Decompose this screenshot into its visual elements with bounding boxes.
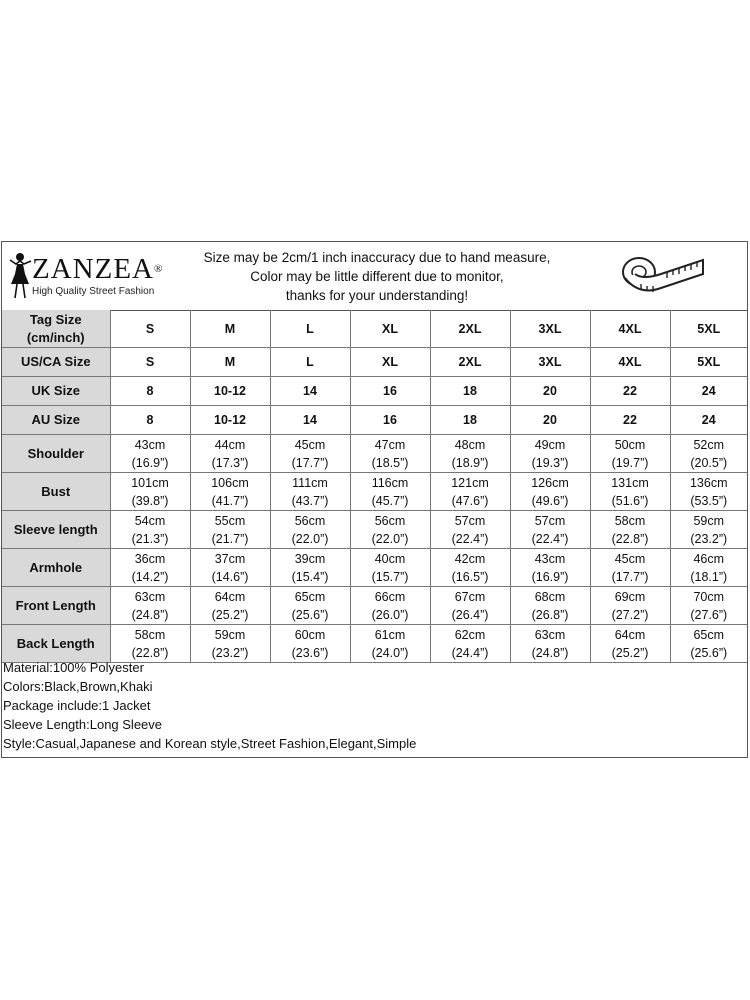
cell-value: 8 — [146, 413, 154, 427]
table-cell — [350, 310, 430, 348]
cell-value: 18 — [463, 413, 477, 427]
row-label — [2, 435, 110, 473]
table-cell — [670, 473, 747, 511]
detail-package: Package include:1 Jacket — [3, 698, 151, 713]
row-label-line: Tag Size — [29, 311, 82, 327]
cell-value: XL — [382, 355, 398, 369]
cell-value: 46cm — [693, 551, 725, 566]
cell-value: 101cm — [131, 475, 169, 490]
cell-value-inch: (47.6”) — [451, 493, 489, 508]
table-cell — [590, 549, 670, 587]
brand-logo — [6, 248, 164, 306]
row-label-line: AU Size — [31, 412, 80, 427]
cell-value: M — [224, 355, 236, 369]
detail-material: Material:100% Polyester — [3, 660, 144, 675]
cell-value: 10-12 — [214, 413, 246, 427]
cell-value: 40cm — [374, 551, 406, 566]
row-label-line: UK Size — [31, 383, 80, 398]
cell-value: M — [224, 321, 236, 336]
cell-value-inch: (22.0”) — [371, 531, 409, 546]
table-cell — [190, 377, 270, 406]
table-cell — [270, 435, 350, 473]
row-label — [2, 377, 110, 406]
table-cell — [430, 625, 510, 663]
cell-value: L — [306, 321, 314, 336]
table-cell — [670, 310, 747, 348]
table-cell — [670, 511, 747, 549]
cell-value: 24 — [701, 384, 716, 398]
detail-sleeve-length: Sleeve Length:Long Sleeve — [3, 717, 163, 732]
cell-value-inch: (51.6”) — [611, 493, 649, 508]
cell-value: 59cm — [214, 627, 246, 642]
cell-value: 60cm — [294, 627, 326, 642]
table-cell — [670, 587, 747, 625]
cell-value-inch: (24.8”) — [531, 645, 569, 660]
table-cell — [190, 625, 270, 663]
table-cell — [110, 587, 190, 625]
table-cell — [190, 549, 270, 587]
cell-value: 14 — [303, 384, 317, 398]
table-cell — [430, 511, 510, 549]
cell-value: 48cm — [454, 437, 486, 452]
cell-value: 61cm — [374, 627, 406, 642]
cell-value-inch: (15.4”) — [291, 569, 329, 584]
cell-value-inch: (14.2”) — [131, 569, 169, 584]
row-label-line: Sleeve length — [13, 521, 98, 537]
cell-value: 2XL — [458, 355, 482, 369]
cell-value-inch: (17.7”) — [611, 569, 649, 584]
table-cell — [590, 473, 670, 511]
detail-colors: Colors:Black,Brown,Khaki — [3, 679, 153, 694]
cell-value: 3XL — [538, 355, 562, 369]
table-cell — [110, 310, 190, 348]
cell-value-inch: (25.2”) — [211, 607, 249, 622]
cell-value: 24 — [701, 413, 716, 427]
notice-line: thanks for your understanding! — [285, 288, 469, 303]
table-cell — [510, 406, 590, 435]
cell-value-inch: (24.8”) — [131, 607, 169, 622]
cell-value-inch: (16.5”) — [451, 569, 489, 584]
table-cell — [670, 377, 747, 406]
table-cell — [430, 310, 510, 348]
table-cell — [590, 435, 670, 473]
cell-value: 65cm — [693, 627, 725, 642]
row-label — [2, 549, 110, 587]
table-cell — [190, 435, 270, 473]
table-cell — [110, 549, 190, 587]
cell-value: 106cm — [211, 475, 249, 490]
cell-value: 59cm — [693, 513, 725, 528]
cell-value: 10-12 — [214, 384, 246, 398]
table-cell — [670, 625, 747, 663]
cell-value: 4XL — [618, 355, 642, 369]
cell-value: 37cm — [214, 551, 246, 566]
row-label-line: Shoulder — [27, 445, 84, 461]
table-cell — [670, 348, 747, 377]
cell-value-inch: (41.7”) — [211, 493, 249, 508]
cell-value: 22 — [623, 413, 637, 427]
cell-value: 47cm — [374, 437, 406, 452]
notice-line: Size may be 2cm/1 inch inaccuracy due to hand measure, — [203, 250, 551, 265]
table-row — [2, 549, 747, 587]
cell-value-inch: (45.7”) — [371, 493, 409, 508]
cell-value-inch: (24.4”) — [451, 645, 489, 660]
cell-value-inch: (18.1”) — [690, 569, 728, 584]
cell-value: 49cm — [534, 437, 566, 452]
cell-value-inch: (17.7”) — [291, 455, 329, 470]
cell-value: 65cm — [294, 589, 326, 604]
table-cell — [350, 377, 430, 406]
cell-value: 20 — [543, 384, 557, 398]
table-row — [2, 587, 747, 625]
table-cell — [670, 406, 747, 435]
cell-value: 16 — [383, 413, 397, 427]
cell-value-inch: (27.6”) — [690, 607, 728, 622]
cell-value: 36cm — [134, 551, 166, 566]
cell-value: 64cm — [614, 627, 646, 642]
cell-value-inch: (16.9”) — [131, 455, 169, 470]
row-label — [2, 310, 110, 348]
measurement-notice — [182, 248, 572, 305]
cell-value: 55cm — [214, 513, 246, 528]
cell-value: 5XL — [697, 321, 721, 336]
cell-value-inch: (26.0”) — [371, 607, 409, 622]
table-cell — [510, 377, 590, 406]
table-cell — [190, 587, 270, 625]
cell-value: 116cm — [371, 475, 409, 490]
table-cell — [430, 587, 510, 625]
cell-value: 131cm — [611, 475, 649, 490]
row-label-line: Bust — [41, 483, 71, 499]
table-cell — [590, 511, 670, 549]
table-cell — [590, 587, 670, 625]
table-cell — [270, 406, 350, 435]
cell-value: 62cm — [454, 627, 486, 642]
table-cell — [590, 625, 670, 663]
cell-value-inch: (23.6”) — [291, 645, 329, 660]
table-cell — [590, 348, 670, 377]
cell-value: 136cm — [689, 475, 728, 490]
table-cell — [350, 549, 430, 587]
cell-value-inch: (25.6”) — [291, 607, 329, 622]
cell-value-inch: (25.6”) — [690, 645, 728, 660]
table-cell — [270, 348, 350, 377]
table-cell — [590, 377, 670, 406]
table-row — [2, 625, 747, 663]
table-cell — [670, 435, 747, 473]
cell-value-inch: (18.9”) — [451, 455, 489, 470]
cell-value: 5XL — [697, 355, 721, 369]
cell-value: L — [306, 355, 314, 369]
cell-value: 44cm — [214, 437, 246, 452]
row-label — [2, 348, 110, 377]
cell-value-inch: (22.8”) — [131, 645, 169, 660]
cell-value-inch: (39.8”) — [131, 493, 169, 508]
cell-value-inch: (22.0”) — [291, 531, 329, 546]
table-cell — [350, 406, 430, 435]
cell-value-inch: (15.7”) — [371, 569, 409, 584]
table-cell — [510, 625, 590, 663]
row-label-line: (cm/inch) — [26, 329, 85, 345]
table-cell — [590, 406, 670, 435]
table-cell — [510, 549, 590, 587]
table-row — [2, 348, 747, 377]
cell-value-inch: (20.5”) — [690, 455, 728, 470]
measuring-tape-icon — [617, 248, 707, 304]
cell-value: 69cm — [614, 589, 646, 604]
cell-value: 64cm — [214, 589, 246, 604]
cell-value: 16 — [383, 384, 397, 398]
cell-value: 57cm — [534, 513, 566, 528]
notice-line: Color may be little different due to monitor, — [250, 269, 504, 284]
cell-value: S — [145, 355, 155, 369]
cell-value-inch: (27.2”) — [611, 607, 649, 622]
cell-value-inch: (53.5”) — [690, 493, 728, 508]
cell-value: 58cm — [614, 513, 646, 528]
table-row — [2, 511, 747, 549]
table-cell — [350, 473, 430, 511]
cell-value: 8 — [146, 384, 154, 398]
table-cell — [190, 310, 270, 348]
table-cell — [190, 406, 270, 435]
row-label-line: Back Length — [16, 635, 95, 651]
cell-value-inch: (17.3”) — [211, 455, 249, 470]
cell-value: 43cm — [534, 551, 566, 566]
cell-value-inch: (43.7”) — [291, 493, 329, 508]
table-cell — [430, 435, 510, 473]
cell-value: 126cm — [531, 475, 569, 490]
cell-value-inch: (26.8”) — [531, 607, 569, 622]
cell-value: S — [145, 321, 155, 336]
cell-value: 54cm — [134, 513, 166, 528]
table-cell — [670, 549, 747, 587]
table-cell — [270, 310, 350, 348]
cell-value: 43cm — [134, 437, 166, 452]
table-cell — [350, 511, 430, 549]
table-cell — [270, 549, 350, 587]
cell-value-inch: (22.4”) — [531, 531, 569, 546]
cell-value: 20 — [543, 413, 557, 427]
table-cell — [430, 377, 510, 406]
cell-value-inch: (19.7”) — [611, 455, 649, 470]
cell-value: 39cm — [294, 551, 326, 566]
cell-value: 3XL — [538, 321, 562, 336]
table-row — [2, 435, 747, 473]
table-cell — [110, 511, 190, 549]
cell-value: 56cm — [374, 513, 406, 528]
table-cell — [270, 511, 350, 549]
brand-name: ZANZEA® — [32, 253, 164, 285]
table-row — [2, 473, 747, 511]
row-label — [2, 473, 110, 511]
row-label — [2, 587, 110, 625]
cell-value: 4XL — [618, 321, 642, 336]
cell-value: 66cm — [374, 589, 406, 604]
table-cell — [110, 406, 190, 435]
table-cell — [110, 473, 190, 511]
cell-value: 2XL — [458, 321, 482, 336]
cell-value-inch: (21.3”) — [131, 531, 169, 546]
table-cell — [270, 587, 350, 625]
cell-value: 45cm — [614, 551, 646, 566]
cell-value: 45cm — [294, 437, 326, 452]
table-cell — [350, 625, 430, 663]
table-cell — [190, 511, 270, 549]
table-cell — [110, 348, 190, 377]
cell-value-inch: (24.0”) — [371, 645, 409, 660]
table-cell — [190, 473, 270, 511]
product-details — [3, 658, 416, 753]
cell-value-inch: (22.4”) — [451, 531, 489, 546]
cell-value-inch: (23.2”) — [211, 645, 249, 660]
table-cell — [590, 310, 670, 348]
table-cell — [510, 435, 590, 473]
cell-value: 70cm — [693, 589, 725, 604]
cell-value: 56cm — [294, 513, 326, 528]
table-cell — [510, 310, 590, 348]
cell-value-inch: (16.9”) — [531, 569, 569, 584]
row-label — [2, 511, 110, 549]
row-label-line: Front Length — [15, 597, 96, 613]
fashion-woman-icon — [6, 250, 34, 300]
table-row — [2, 406, 747, 435]
table-cell — [270, 625, 350, 663]
table-cell — [430, 406, 510, 435]
table-cell — [110, 435, 190, 473]
cell-value: 111cm — [292, 475, 328, 490]
row-label — [2, 406, 110, 435]
chart-header — [2, 242, 747, 311]
table-row — [2, 377, 747, 406]
cell-value: 67cm — [454, 589, 486, 604]
table-cell — [270, 473, 350, 511]
cell-value: 68cm — [534, 589, 566, 604]
cell-value: 63cm — [134, 589, 166, 604]
cell-value: 22 — [623, 384, 637, 398]
table-cell — [430, 549, 510, 587]
cell-value: 42cm — [454, 551, 486, 566]
cell-value-inch: (22.8”) — [611, 531, 649, 546]
cell-value: 121cm — [451, 475, 489, 490]
cell-value-inch: (18.5”) — [371, 455, 409, 470]
detail-style: Style:Casual,Japanese and Korean style,Street Fashion,Elegant,Simple — [3, 736, 417, 751]
brand-tagline: High Quality Street Fashion — [32, 286, 155, 297]
cell-value: XL — [382, 321, 398, 336]
table-cell — [350, 435, 430, 473]
cell-value: 63cm — [534, 627, 566, 642]
table-cell — [190, 348, 270, 377]
cell-value-inch: (26.4”) — [451, 607, 489, 622]
cell-value-inch: (23.2”) — [690, 531, 728, 546]
table-cell — [270, 377, 350, 406]
cell-value: 58cm — [134, 627, 166, 642]
table-row — [2, 310, 747, 348]
table-cell — [110, 377, 190, 406]
cell-value: 57cm — [454, 513, 486, 528]
row-label-line: Armhole — [29, 559, 83, 575]
size-table — [2, 310, 747, 663]
cell-value-inch: (25.2”) — [611, 645, 649, 660]
row-label-line: US/CA Size — [20, 354, 91, 369]
table-cell — [510, 587, 590, 625]
cell-value-inch: (49.6”) — [531, 493, 569, 508]
table-cell — [430, 473, 510, 511]
size-chart-sheet — [1, 241, 748, 758]
cell-value-inch: (21.7”) — [211, 531, 249, 546]
table-cell — [350, 587, 430, 625]
table-cell — [430, 348, 510, 377]
cell-value: 14 — [303, 413, 317, 427]
cell-value: 52cm — [693, 437, 725, 452]
cell-value-inch: (14.6”) — [211, 569, 249, 584]
table-cell — [110, 625, 190, 663]
cell-value: 18 — [463, 384, 477, 398]
cell-value-inch: (19.3”) — [531, 455, 569, 470]
table-cell — [350, 348, 430, 377]
table-cell — [510, 348, 590, 377]
cell-value: 50cm — [614, 437, 646, 452]
table-cell — [510, 473, 590, 511]
row-label — [2, 625, 110, 663]
table-cell — [510, 511, 590, 549]
